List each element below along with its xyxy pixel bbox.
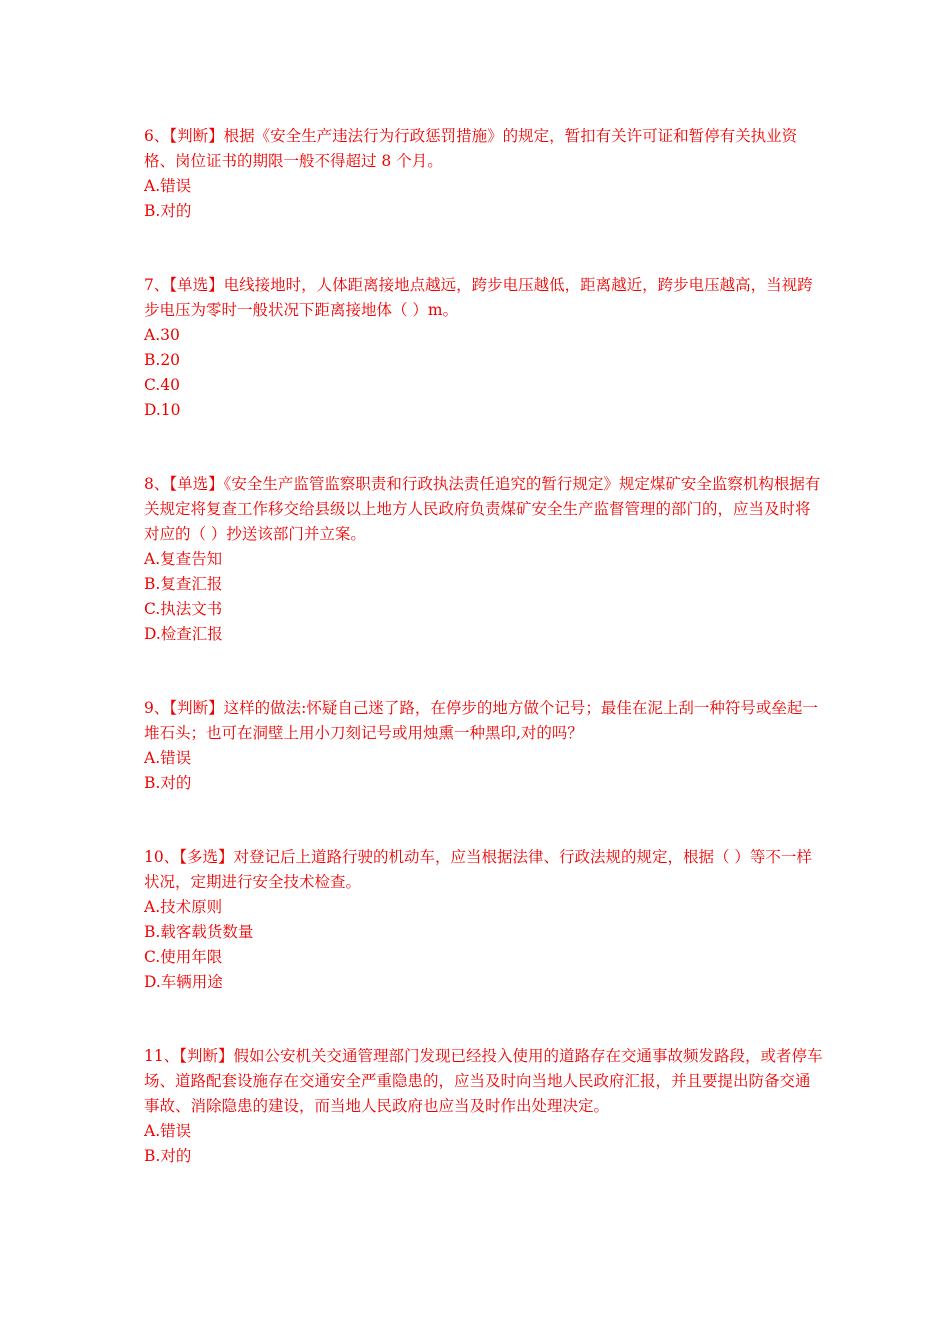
question-9 — [144, 696, 824, 796]
option-a: A.错误 — [144, 1122, 192, 1140]
question-number: 7、 — [144, 276, 170, 294]
option-d: D.车辆用途 — [144, 973, 223, 991]
option-d: D.10 — [144, 401, 181, 419]
option-b: B.20 — [144, 351, 181, 369]
question-text: 这样的做法:怀疑自己迷了路，在停步的地方做个记号；最佳在泥上刮一种符号或垒起一堆石头；也可在洞壁上用小刀刻记号或用烛熏一种黑印,对的吗？ — [144, 699, 818, 742]
question-11 — [144, 1044, 824, 1169]
question-type-tag: 【单选】 — [169, 475, 224, 493]
option-a: A.30 — [144, 326, 180, 344]
question-number: 8、 — [144, 475, 170, 493]
question-stem — [144, 273, 824, 323]
question-type-tag: 【多选】 — [179, 848, 234, 866]
question-stem — [144, 845, 824, 895]
option-a: A.错误 — [144, 749, 192, 767]
option-b: B.对的 — [144, 1147, 192, 1165]
question-number: 10、 — [144, 848, 180, 866]
question-type-tag: 【判断】 — [169, 699, 224, 717]
question-number: 6、 — [144, 127, 170, 145]
question-number: 9、 — [144, 699, 170, 717]
question-text: 电线接地时，人体距离接地点越远，跨步电压越低，距离越近，跨步电压越高，当视跨步电压为零时一般状况下距离接地体（ ）m。 — [144, 276, 813, 319]
question-10 — [144, 845, 824, 995]
question-stem — [144, 696, 824, 746]
question-6 — [144, 124, 824, 224]
question-text: 假如公安机关交通管理部门发现已经投入使用的道路存在交通事故频发路段，或者停车场、道路配套设施存在交通安全严重隐患的，应当及时向当地人民政府汇报，并且要提出防备交通事故、消除隐患的建设，而当地人民政府也应当及时作出处理决定。 — [144, 1047, 823, 1115]
option-c: C.使用年限 — [144, 948, 223, 966]
option-a: A.复查告知 — [144, 550, 223, 568]
question-type-tag: 【判断】 — [169, 127, 224, 145]
question-stem — [144, 1044, 824, 1119]
question-type-tag: 【单选】 — [169, 276, 224, 294]
option-a: A.错误 — [144, 177, 192, 195]
option-a: A.技术原则 — [144, 898, 223, 916]
question-stem — [144, 472, 824, 547]
option-d: D.检查汇报 — [144, 625, 223, 643]
question-text: 《安全生产监管监察职责和行政执法责任追究的暂行规定》规定煤矿安全监察机构根据有关规定将复查工作移交给县级以上地方人民政府负责煤矿安全生产监督管理的部门的，应当及时将对应的（ ）抄送该部门并立案。 — [144, 475, 821, 543]
question-text: 对登记后上道路行驶的机动车，应当根据法律、行政法规的规定，根据（ ）等不一样状况，定期进行安全技术检查。 — [144, 848, 812, 891]
option-b: B.复查汇报 — [144, 575, 223, 593]
option-b: B.对的 — [144, 202, 192, 220]
question-8 — [144, 472, 824, 647]
question-text: 根据《安全生产违法行为行政惩罚措施》的规定，暂扣有关许可证和暂停有关执业资格、岗位证书的期限一般不得超过 8 个月。 — [144, 127, 798, 170]
option-c: C.40 — [144, 376, 180, 394]
question-type-tag: 【判断】 — [179, 1047, 234, 1065]
option-b: B.对的 — [144, 774, 192, 792]
question-number: 11、 — [144, 1047, 180, 1065]
question-stem — [144, 124, 824, 174]
option-b: B.载客载货数量 — [144, 923, 254, 941]
question-7 — [144, 273, 824, 423]
option-c: C.执法文书 — [144, 600, 223, 618]
